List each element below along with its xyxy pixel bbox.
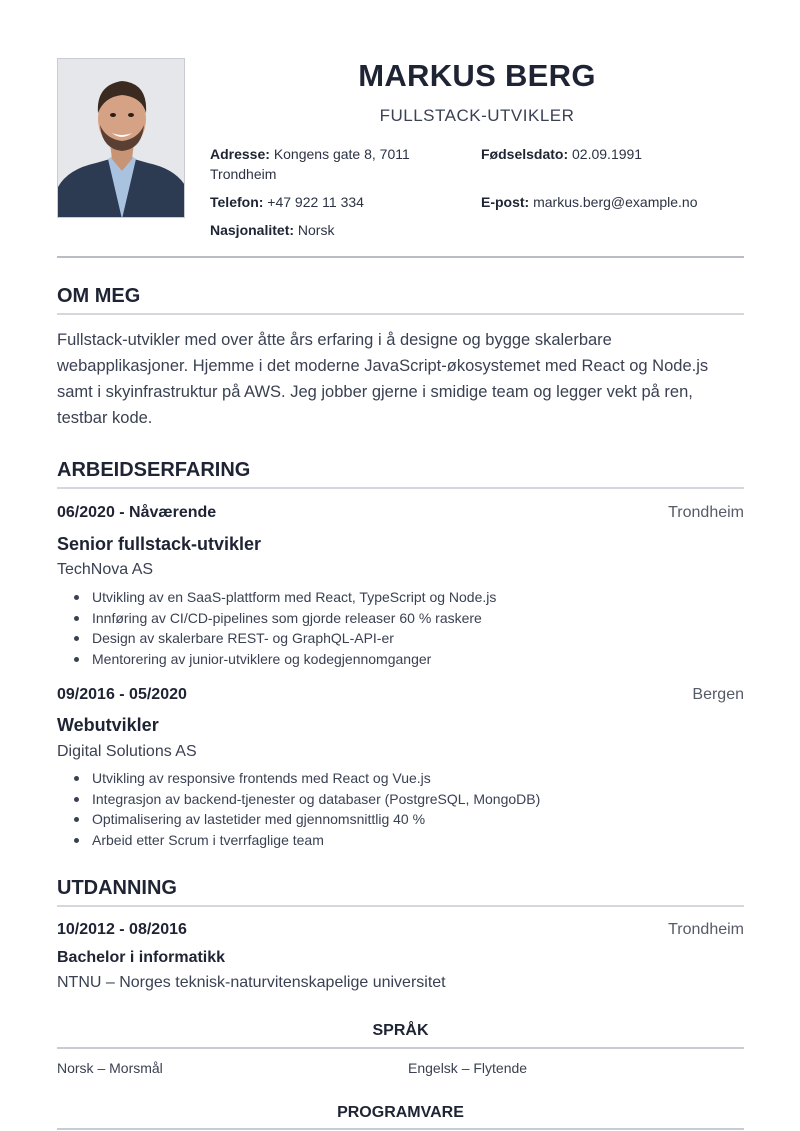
experience-divider [57, 487, 744, 489]
languages-heading: SPRÅK [372, 1022, 429, 1039]
job-location: Trondheim [668, 504, 744, 521]
header-divider [57, 256, 744, 258]
languages-divider [57, 1047, 744, 1049]
list-item: Utvikling av responsive frontends med React og Vue.js [92, 768, 732, 789]
nationality-label: Nasjonalitet: [210, 222, 295, 238]
nationality-info [210, 220, 460, 240]
about-divider [57, 313, 744, 315]
list-item: Utvikling av en SaaS-plattform med React, TypeScript og Node.js [92, 587, 732, 608]
software-divider [57, 1128, 744, 1130]
birthdate-info [481, 144, 744, 164]
address-label: Adresse: [210, 146, 270, 162]
email-value: markus.berg@example.no [533, 194, 698, 210]
list-item: Mentorering av junior-utviklere og kodegjennomganger [92, 649, 732, 670]
list-item: Arbeid etter Scrum i tverrfaglige team [92, 830, 732, 851]
list-item: Optimalisering av lastetider med gjennomsnittlig 40 % [92, 809, 732, 830]
job-title: Senior fullstack-utvikler [57, 534, 262, 554]
job-title: Webutvikler [57, 715, 159, 735]
list-item: Integrasjon av backend-tjenester og databaser (PostgreSQL, MongoDB) [92, 789, 732, 810]
education-school: NTNU – Norges teknisk-naturvitenskapelige universitet [57, 974, 446, 991]
birthdate-label: Fødselsdato: [481, 146, 569, 162]
phone-label: Telefon: [210, 194, 264, 210]
address-info [210, 144, 460, 184]
job-date: 09/2016 - 05/2020 [57, 686, 187, 703]
email-info [481, 192, 744, 212]
job-bullets [92, 768, 732, 850]
job-role: FULLSTACK-UTVIKLER [379, 106, 575, 125]
birthdate-value: 02.09.1991 [572, 146, 643, 162]
job-company: Digital Solutions AS [57, 743, 197, 760]
address-value: Kongens gate 8, 7011 Trondheim [210, 146, 410, 182]
language-item: Engelsk – Flytende [408, 1060, 528, 1076]
list-item: Design av skalerbare REST- og GraphQL-API-er [92, 628, 732, 649]
job-company: TechNova AS [57, 561, 154, 578]
about-text: Fullstack-utvikler med over åtte års erfaring i å designe og bygge skalerbare webapplikasjoner. Hjemme i det moderne JavaScript-økosystemet med React og Node.js samt i skyinfrastruktur på AWS. Jeg jobber gjerne i smidige team og legger vekt på ren, testbar kode. [57, 331, 709, 427]
profile-photo [57, 58, 185, 218]
education-date: 10/2012 - 08/2016 [57, 921, 187, 938]
phone-value: +47 922 11 334 [267, 194, 364, 210]
job-bullets [92, 587, 732, 669]
job-date: 06/2020 - Nåværende [57, 504, 217, 521]
education-degree: Bachelor i informatikk [57, 949, 226, 966]
nationality-value: Norsk [297, 222, 335, 238]
experience-heading: ARBEIDSERFARING [57, 459, 251, 481]
about-heading: OM MEG [57, 285, 141, 307]
full-name: MARKUS BERG [358, 58, 596, 93]
job-location: Bergen [692, 686, 744, 703]
education-location: Trondheim [668, 921, 744, 938]
education-heading: UTDANNING [57, 877, 177, 899]
language-item: Norsk – Morsmål [57, 1060, 163, 1076]
education-divider [57, 905, 744, 907]
list-item: Innføring av CI/CD-pipelines som gjorde releaser 60 % raskere [92, 608, 732, 629]
email-label: E-post: [481, 194, 530, 210]
phone-info [210, 192, 460, 212]
software-heading: PROGRAMVARE [337, 1104, 464, 1121]
